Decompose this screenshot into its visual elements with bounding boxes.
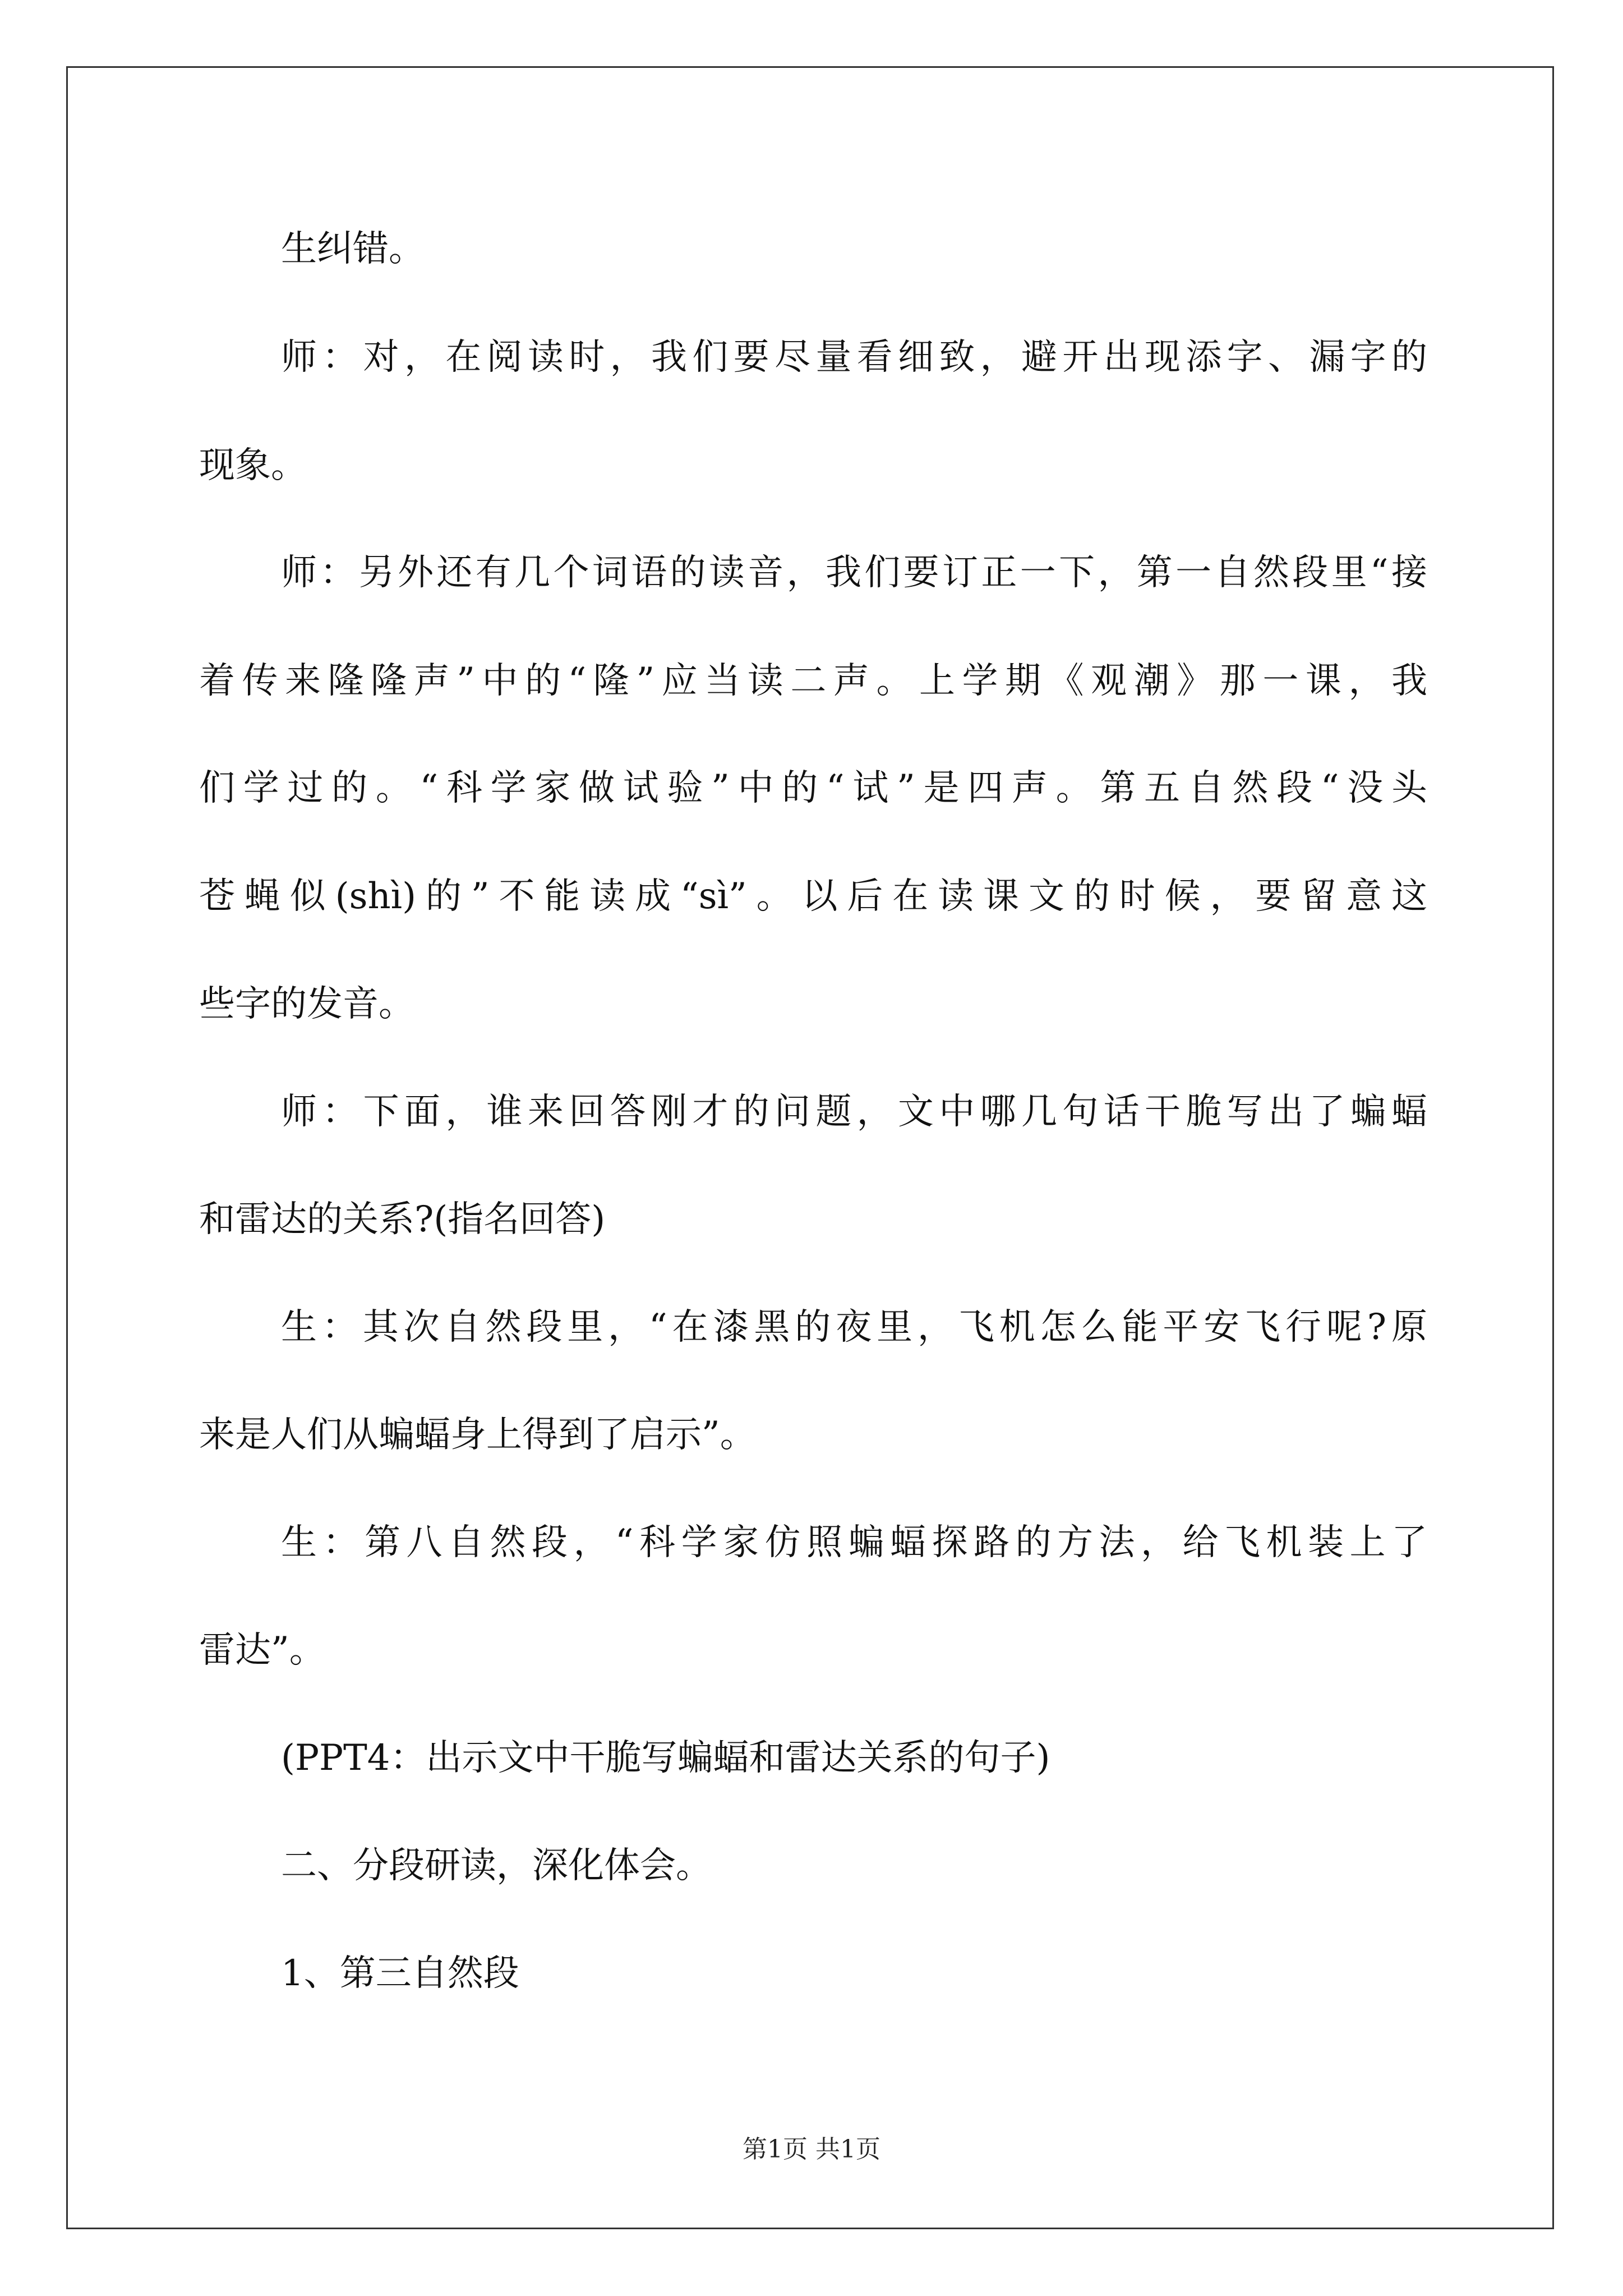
line-13: 生：第八自然段，“科学家仿照蝙蝠探路的方法，给飞机装上了 xyxy=(281,1522,1427,1563)
line-2: 师：对，在阅读时，我们要尽量看细致，避开出现添字、漏字的 xyxy=(281,337,1427,378)
line-17: 1、第三自然段 xyxy=(281,1953,519,1994)
line-15: (PPT4：出示文中干脆写蝙蝠和雷达关系的句子) xyxy=(281,1737,1050,1779)
line-1: 生纠错。 xyxy=(281,228,425,270)
line-4: 师：另外还有几个词语的读音，我们要订正一下，第一自然段里“接 xyxy=(281,552,1427,593)
page-border xyxy=(66,66,1554,2229)
line-14: 雷达”。 xyxy=(199,1630,325,1671)
line-5: 着传来隆隆声”中的“隆”应当读二声。上学期《观潮》那一课，我 xyxy=(199,660,1427,702)
line-6: 们学过的。“科学家做试验”中的“试”是四声。第五自然段“没头 xyxy=(199,767,1427,809)
line-3: 现象。 xyxy=(199,445,307,486)
line-9: 师：下面，谁来回答刚才的问题，文中哪几句话干脆写出了蝙蝠 xyxy=(281,1091,1427,1133)
line-16: 二、分段研读，深化体会。 xyxy=(281,1845,712,1887)
line-12: 来是人们从蝙蝠身上得到了启示”。 xyxy=(199,1414,756,1456)
line-8: 些字的发音。 xyxy=(199,983,414,1025)
line-7: 苍蝇似(shì)的”不能读成“sì”。以后在读课文的时候，要留意这 xyxy=(199,876,1427,917)
page-footer: 第1页 共1页 xyxy=(743,2135,880,2164)
line-11: 生：其次自然段里，“在漆黑的夜里，飞机怎么能平安飞行呢?原 xyxy=(281,1306,1427,1348)
line-10: 和雷达的关系?(指名回答) xyxy=(199,1199,606,1240)
